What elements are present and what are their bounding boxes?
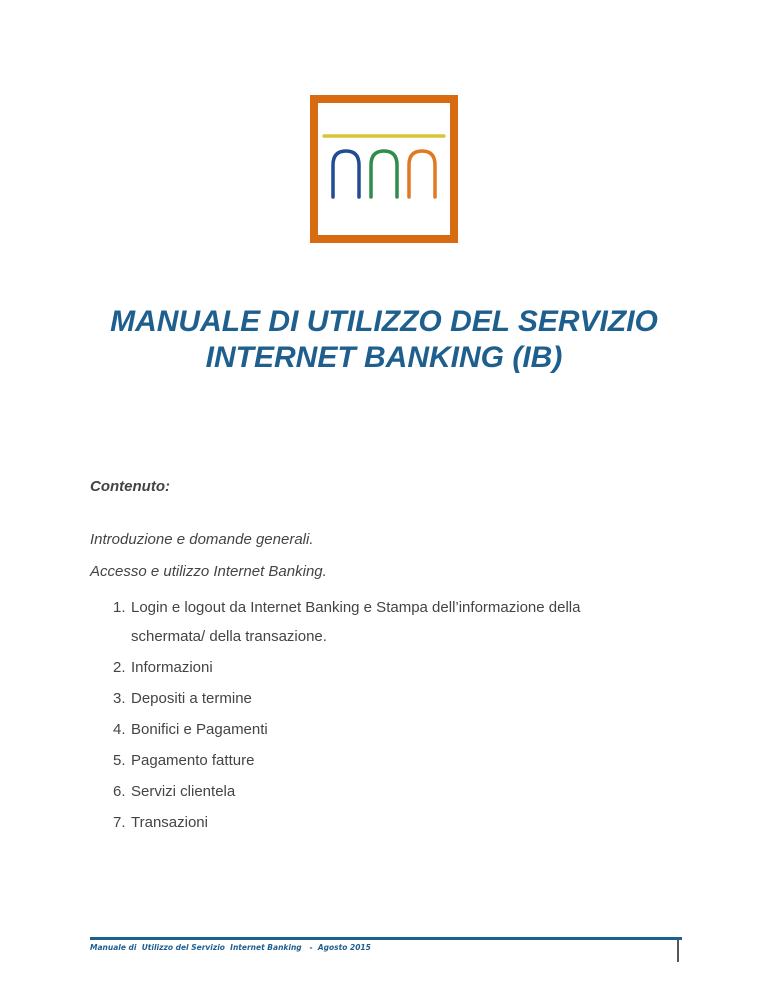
- toc-item-text: Bonifici e Pagamenti: [131, 721, 268, 738]
- contents-label: Contenuto:: [90, 478, 170, 495]
- table-of-contents: [90, 593, 690, 839]
- toc-item-servizi-clientela: [90, 777, 690, 806]
- toc-item-pagamento-fatture: [90, 746, 690, 775]
- toc-item-depositi: [90, 684, 690, 713]
- toc-item-text: Informazioni: [131, 659, 213, 676]
- logo-arch-right: [409, 151, 435, 197]
- toc-item-number: 2.: [113, 659, 126, 676]
- bank-arches-logo-icon: [310, 95, 458, 243]
- intro-line-general: Introduzione e domande generali.: [90, 531, 314, 548]
- intro-line-access: Accesso e utilizzo Internet Banking.: [90, 563, 327, 580]
- toc-item-text: Transazioni: [131, 814, 208, 831]
- toc-item-text: Login e logout da Internet Banking e Stampa dell’informazione della: [131, 599, 581, 616]
- toc-item-number: 5.: [113, 752, 126, 769]
- logo-arch-middle: [371, 151, 397, 197]
- toc-item-number: 7.: [113, 814, 126, 831]
- toc-item-text: Depositi a termine: [131, 690, 252, 707]
- toc-item-bonifici: [90, 715, 690, 744]
- toc-item-number: 1.: [113, 599, 126, 616]
- document-title-line-1: MANUALE DI UTILIZZO DEL SERVIZIO: [110, 305, 658, 338]
- footer-divider: [90, 937, 682, 940]
- logo-frame: [314, 99, 454, 239]
- footer-text: Manuale di Utilizzo del Servizio Internet Banking - Agosto 2015: [90, 943, 371, 952]
- document-title-line-2: INTERNET BANKING (IB): [205, 341, 563, 374]
- toc-item-text: Pagamento fatture: [131, 752, 255, 769]
- document-title: [0, 304, 768, 376]
- page-number-marker: [677, 940, 679, 962]
- logo-arch-left: [333, 151, 359, 197]
- toc-item-number: 4.: [113, 721, 126, 738]
- toc-item-number: 6.: [113, 783, 126, 800]
- toc-item-text: Servizi clientela: [131, 783, 236, 800]
- toc-item-number: 3.: [113, 690, 126, 707]
- toc-item-informazioni: [90, 653, 690, 682]
- bank-logo: [310, 95, 458, 243]
- toc-item-login: [90, 593, 690, 651]
- toc-item-transazioni: [90, 808, 690, 837]
- toc-item-text-continued: schermata/ della transazione.: [131, 628, 327, 645]
